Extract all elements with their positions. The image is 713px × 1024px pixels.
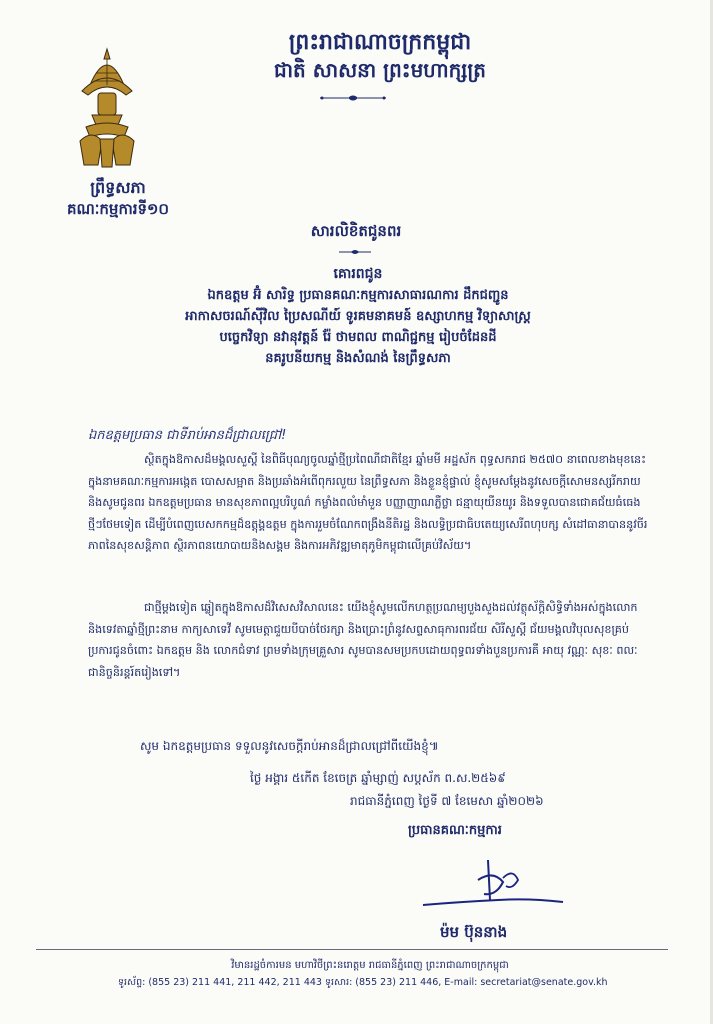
recipient-line: បច្ចេកវិទ្យា នវានុវត្តន៍ រ៉ែ ថាមពល ពាណិជ្ជកម្ម រៀបចំដែនដី [219,330,497,345]
kingdom-motto [200,30,560,84]
footer-address: វិមានរដ្ឋចំការមន មហាវិថីព្រះនរោត្តម រាជធានីភ្នំពេញ ព្រះរាជាណាចក្រកម្ពុជា [231,960,509,971]
signer-name: ម៉ម ប៊ុននាង [440,923,508,941]
closing-line: សូម ឯកឧត្តមប្រធាន ទទួលនូវសេចក្តីរាប់អានដ៏ជ្រាលជ្រៅពីយើងខ្ញុំ៕ [140,739,439,753]
letter-type-title: សារលិខិតជូនពរ [310,222,402,240]
signature-title: ប្រធានគណៈកម្មការ [408,823,502,838]
recipient-line: អាកាសចរណ៍ស៊ីវិល ប្រៃសណីយ៍ ទូរគមនាគមន៍ ឧស្សាហកម្ម វិទ្យាសាស្ត្រ [185,309,531,324]
recipient-line: នគរូបនីយកម្ម និងសំណង់ នៃព្រឹទ្ធសភា [265,351,451,366]
issuer-block [58,178,178,220]
committee-name: គណៈកម្មការទី១០ [67,200,169,218]
body-paragraph-2 [88,597,648,683]
body-paragraph-1 [88,449,648,557]
footer-contact: ទូរស័ព្ទ: (855 23) 211 441, 211 442, 211 443 ទូរសារ: (855 23) 211 446, E-mail: secretariat@senate.gov.kh [118,977,608,988]
senate-name: ព្រឹទ្ធសភា [90,178,146,197]
small-divider-icon [338,248,372,256]
lunar-date: ថ្ងៃ អង្គារ ៥កើត ខែចេត្រ ឆ្នាំម្សាញ់ សប្តស័ក ព.ស.២៥៦៩ [250,771,506,785]
footer-divider [36,949,668,950]
ornament-divider-icon [318,93,388,103]
national-motto: ជាតិ សាសនា ព្រះមហាក្សត្រ [274,58,486,82]
paragraph-text: ស្ថិតក្នុងឱកាសដ៏មង្គលសួស្តី នៃពិធីបុណ្យចូលឆ្នាំថ្មីប្រពៃណីជាតិខ្មែរ ឆ្នាំមមី អដ្ឋស័ក ពុទ្ធសករាជ ២៥៧០ នាពេលខាងមុខនេះ ក្នុងនាមគណៈកម្មការអង្កេត បោសសម្អាត និងប្រឆាំងអំពើពុករលួយ នៃព្រឹទ្ធសភា និងខ្លួនខ្ញុំផ្ទាល់ ខ្ញុំសូមសម្តែងនូវសេចក្តីសោមនស្សរីករាយ និងសូមជូនពរ ឯកឧត្តមប្រធាន មានសុខភាពល្អបរិបូណ៌ កម្លាំងពលំមាំមួន បញ្ញាញាណភ្លឺថ្លា ជន្មាយុយឺនយូរ និងទទួលបានជោគជ័យធំធេងថ្មីៗថែមទៀត ដើម្បីបំពេញបេសកកម្មដ៏ឧត្តុង្គឧត្តម ក្នុងការរួមចំណែកពង្រឹងនីតិរដ្ឋ និងលទ្ធិប្រជាធិបតេយ្យសេរីពហុបក្ស សំដៅធានាបាននូវចីរភាពនៃសុខសន្តិភាព ស្ថិរភាពនយោបាយនិងសង្គម និងការអភិវឌ្ឍមាតុភូមិកម្ពុជាលើគ្រប់វិស័យ។ [88,453,648,552]
salutation: ឯកឧត្តមប្រធាន ជាទីរាប់អានដ៏ជ្រាលជ្រៅ! [88,428,287,443]
recipient-line: គោរពជូន [333,266,383,282]
recipient-block [88,264,628,369]
kingdom-name: ព្រះរាជាណាចក្រកម្ពុជា [288,30,472,55]
recipient-line: ឯកឧត្តម អ៊ំ សារិទ្ធ ប្រធានគណៈកម្មការសាធារណការ ដឹកជញ្ជូន [207,288,509,303]
solar-date: រាជធានីភ្នំពេញ ថ្ងៃទី ៧ ខែមេសា ឆ្នាំ២០២៦ [350,794,544,808]
handwritten-signature-icon [418,850,568,920]
paragraph-text: ជាថ្មីម្តងទៀត ឆ្លៀតក្នុងឱកាសដ៏វិសេសវិសាលនេះ យើងខ្ញុំសូមលើកហត្ថប្រណម្យបួងសួងដល់វត្ថុស័ក្តិសិទ្ធិទាំងអស់ក្នុងលោក និងទេវតាឆ្នាំថ្មីព្រះនាម កាក្យសាទេវី សូមមេត្តាជួយបីបាច់ថែរក្សា និងប្រោះព្រំនូវសព្ទសាធុការពរជ័យ សិរីសួស្តី ជ័យមង្គលវិបុលសុខគ្រប់ប្រការជូនចំពោះ ឯកឧត្តម និង លោកជំទាវ ព្រមទាំងក្រុមគ្រួសារ សូមបានសមប្រកបដោយពុទ្ធពរទាំងបួនប្រការគឺ អាយុ វណ្ណៈ សុខៈ ពលៈ ជានិច្ចនិរន្តរ៍តរៀងទៅ។ [88,601,638,679]
senate-emblem-icon [72,45,142,173]
